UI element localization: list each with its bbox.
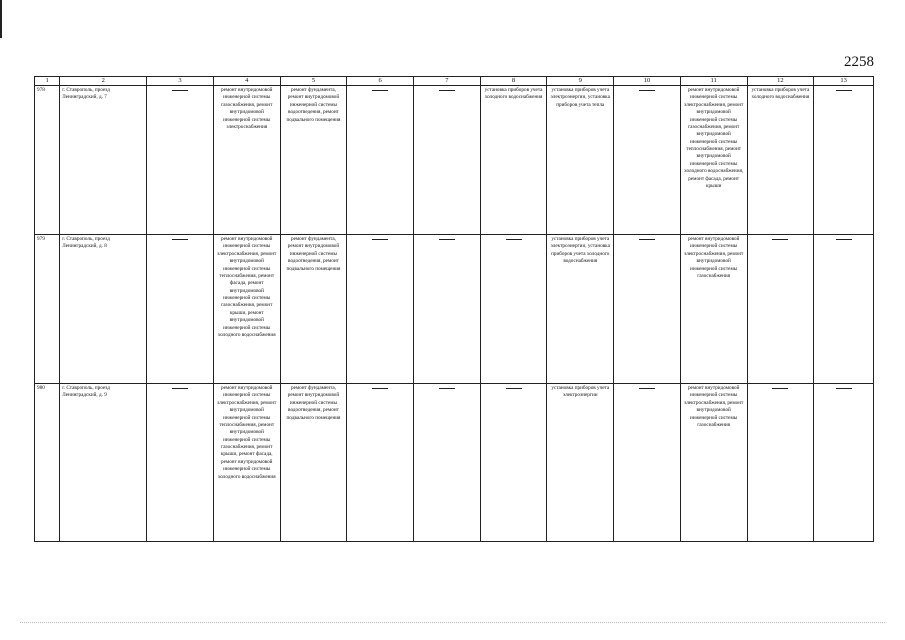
empty-dash: [439, 388, 455, 389]
table-cell: [347, 384, 414, 542]
column-header: 6: [347, 77, 414, 86]
row-address: г. Ставрополь, проезд Ленинградский, д. 7: [60, 86, 147, 235]
empty-dash: [772, 388, 788, 389]
empty-dash: [639, 239, 655, 240]
table-cell: ремонт внутридомовой инженерной системы электроснабжения, ремонт внутридомовой инженерной системы газоснабжения: [680, 235, 747, 384]
column-header: 7: [414, 77, 481, 86]
empty-dash: [772, 239, 788, 240]
empty-dash: [836, 90, 852, 91]
table-row: [35, 384, 874, 542]
row-address: г. Ставрополь, проезд Ленинградский, д. 9: [60, 384, 147, 542]
column-header: 5: [280, 77, 347, 86]
row-number: 979: [35, 235, 60, 384]
row-number: 980: [35, 384, 60, 542]
table-cell: [414, 384, 481, 542]
table-cell: ремонт внутридомовой инженерной системы газоснабжения, ремонт внутридомовой инженерной системы электроснабжения: [213, 86, 280, 235]
page-number: 2258: [844, 54, 874, 70]
empty-dash: [372, 239, 388, 240]
table-cell: [347, 235, 414, 384]
table-cell: [614, 235, 681, 384]
table-cell: [414, 86, 481, 235]
empty-dash: [172, 388, 188, 389]
row-number: 978: [35, 86, 60, 235]
column-header: 13: [814, 77, 874, 86]
column-header: 12: [747, 77, 814, 86]
table-cell: [814, 384, 874, 542]
column-header: 3: [147, 77, 214, 86]
column-header: 8: [480, 77, 547, 86]
table-cell: ремонт фундамента, ремонт внутридомовой инженерной системы водоотведения, ремонт подвального помещения: [280, 86, 347, 235]
empty-dash: [836, 239, 852, 240]
table-cell: [814, 86, 874, 235]
header-row: [35, 77, 874, 86]
table-cell: [414, 235, 481, 384]
column-header: 9: [547, 77, 614, 86]
table-cell: ремонт фундамента, ремонт внутридомовой инженерной системы водоотведения, ремонт подвального помещения: [280, 384, 347, 542]
column-header: 11: [680, 77, 747, 86]
column-header: 2: [60, 77, 147, 86]
table-cell: [347, 86, 414, 235]
table-cell: [614, 86, 681, 235]
empty-dash: [172, 90, 188, 91]
table-cell: ремонт внутридомовой инженерной системы электроснабжения, ремонт внутридомовой инженерной системы теплоснабжения, ремонт фасада, ремонт внутридомовой инженерной системы газоснабжения, ремонт крыши, ремонт внутридомовой инженерной системы холодного водоснабжения: [213, 235, 280, 384]
margin-line: [0, 0, 2, 38]
scan-noise: [20, 622, 885, 624]
table-cell: [814, 235, 874, 384]
empty-dash: [172, 239, 188, 240]
table-cell: [747, 235, 814, 384]
empty-dash: [836, 388, 852, 389]
table-cell: установка приборов учета электроэнергии, установка приборов учета холодного водоснабжения: [547, 235, 614, 384]
column-header: 10: [614, 77, 681, 86]
column-header: 1: [35, 77, 60, 86]
empty-dash: [372, 388, 388, 389]
table-cell: ремонт внутридомовой инженерной системы электроснабжения, ремонт внутридомовой инженерной системы теплоснабжения, ремонт внутридомовой инженерной системы газоснабжения, ремонт крыши, ремонт фасада, ремонт внутридомовой инженерной системы холодного водоснабжения: [213, 384, 280, 542]
table-row: [35, 235, 874, 384]
table-cell: установка приборов учета электроэнергии: [547, 384, 614, 542]
works-table: [34, 76, 874, 542]
table-cell: установка приборов учета электроэнергии, установка приборов учета тепла: [547, 86, 614, 235]
table-cell: установка приборов учета холодного водоснабжения: [747, 86, 814, 235]
empty-dash: [439, 90, 455, 91]
table-cell: [147, 86, 214, 235]
empty-dash: [506, 388, 522, 389]
table-cell: ремонт внутридомовой инженерной системы электроснабжения, ремонт внутридомовой инженерной системы газоснабжения: [680, 384, 747, 542]
row-address: г. Ставрополь, проезд Ленинградский, д. 8: [60, 235, 147, 384]
table-cell: [147, 384, 214, 542]
empty-dash: [439, 239, 455, 240]
table-cell: ремонт внутридомовой инженерной системы электроснабжения, ремонт внутридомовой инженерной системы газоснабжения, ремонт внутридомовой инженерной системы теплоснабжения, ремонт внутридомовой инженерной системы холодного водоснабжения, ремонт фасада, ремонт крыши: [680, 86, 747, 235]
table-cell: [614, 384, 681, 542]
empty-dash: [639, 90, 655, 91]
table-row: [35, 86, 874, 235]
empty-dash: [372, 90, 388, 91]
table-cell: [480, 384, 547, 542]
table-cell: установка приборов учета холодного водоснабжения: [480, 86, 547, 235]
table-cell: ремонт фундамента, ремонт внутридомовой инженерной системы водоотведения, ремонт подвального помещения: [280, 235, 347, 384]
empty-dash: [639, 388, 655, 389]
empty-dash: [506, 239, 522, 240]
table-cell: [747, 384, 814, 542]
table-cell: [147, 235, 214, 384]
table-cell: [480, 235, 547, 384]
column-header: 4: [213, 77, 280, 86]
